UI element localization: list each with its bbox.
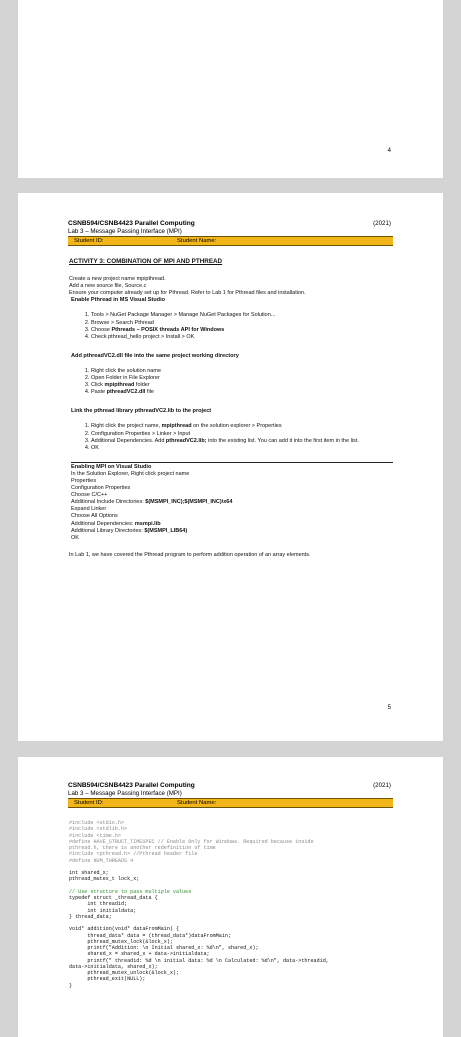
activity-title: ACTIVITY 3: COMBINATION OF MPI AND PTHREAD — [69, 258, 223, 265]
code-line: #include <time.h> — [69, 832, 121, 839]
mpi-line: Expand Linker — [71, 506, 107, 513]
step-item: 3. Click mpipthread folder — [91, 382, 393, 389]
code-line: } thread_data; — [69, 913, 112, 920]
step-item: 2. Configuration Properties > Linker > Input — [91, 431, 393, 438]
mpi-line: OK — [71, 534, 79, 541]
mpi-line: Additional Include Directories: $(MSMPI_INC);$(MSMPI_INC)\x64 — [71, 499, 233, 506]
code-line: #include <pthread.h> //Pthread header file — [69, 851, 198, 858]
step-item: 2. Open Folder in File Explorer — [91, 375, 393, 382]
page-number: 5 — [387, 705, 391, 711]
code-line: data->initialdata, shared_x); — [69, 963, 158, 970]
student-name-label: Student Name: — [177, 800, 217, 806]
year-label: (2021) — [373, 782, 391, 789]
code-line: pthread_mutex_t lock_x; — [69, 876, 140, 883]
year-label: (2021) — [373, 220, 391, 227]
link-library-steps — [71, 423, 393, 451]
document-page-5 — [18, 193, 443, 741]
intro-line: Add a new source file, Source.c — [69, 283, 147, 290]
mpi-line: Properties — [71, 477, 97, 484]
code-line: shared_x = shared_x + data->initialdata; — [69, 951, 210, 958]
code-line: typedef struct _thread_data { — [69, 895, 158, 901]
code-line: printf("Addition: \n Initial shared_x: %d\n", shared_x); — [69, 945, 259, 951]
section-title-enable-mpi: Enabling MPI on Visual Studio — [71, 463, 152, 470]
document-page-4 — [18, 0, 443, 178]
code-line: #define NUM_THREADS 4 — [69, 857, 134, 864]
lab-title: Lab 3 – Message Passing Interface (MPI) — [68, 228, 182, 235]
code-line: void* addition(void* dataFromMain) { — [69, 926, 180, 933]
step-item: 3. Additional Dependencies. Add pthreadVC2.lib; into the existing list. You can add it into the first item in the list. — [91, 438, 393, 445]
code-line: pthread_exit(NULL); — [69, 976, 146, 983]
document-page-6 — [18, 757, 443, 1037]
intro-line: Create a new project name mpipthread. — [69, 276, 166, 283]
code-line: int shared_x; — [69, 870, 109, 876]
student-id-label: Student ID: — [74, 800, 104, 806]
course-title: CSNB594/CSNB4423 Parallel Computing — [68, 782, 195, 789]
add-dll-steps — [71, 368, 393, 396]
step-item: 1. Right click the project name, mpipthread on the solution explorer > Properties — [91, 423, 393, 430]
code-line: #define HAVE_STRUCT_TIMESPEC // Enable Only for Windows. Required because inside — [69, 838, 314, 845]
step-item: 4. Paste pthreadVC2.dll file — [91, 389, 393, 396]
step-item: 4. OK — [91, 445, 393, 452]
code-line: int initialdata; — [69, 907, 137, 914]
enable-pthread-steps — [71, 312, 393, 340]
page-header — [68, 782, 393, 808]
mpi-line: Choose C/C++ — [71, 492, 108, 499]
step-item: 1. Tools > NuGet Package Manager > Manage NuGet Packages for Solution... — [91, 312, 393, 319]
section-title-link-library: Link the pthread library pthreadVC2.lib to the project — [71, 408, 212, 415]
step-item: 1. Right click the solution name — [91, 368, 393, 375]
code-line: printf(" threadid: %d \n initial data: %d \n Calculated: %d\n", data->threadid, — [69, 957, 329, 964]
mpi-line: Additional Library Directories: $(MSMPI_LIB64) — [71, 527, 188, 534]
page-header — [68, 220, 393, 246]
course-title: CSNB594/CSNB4423 Parallel Computing — [68, 220, 195, 227]
student-id-label: Student ID: — [74, 238, 104, 244]
code-line: pthread.h, there is another redefinition of time — [69, 845, 216, 851]
step-item: 2. Browse > Search Pthread — [91, 320, 393, 327]
code-line: thread_data* data = (thread_data*)dataFromMain; — [69, 932, 232, 939]
step-item: 3. Choose Pthreads – POSIX threads API for Windows — [91, 327, 393, 334]
page-number: 4 — [387, 148, 391, 154]
code-line: #include <stdlib.h> — [69, 826, 128, 833]
section-title-enable-pthread: Enable Pthread in MS Visual Studio — [71, 297, 166, 304]
mpi-line: Choose All Options — [71, 513, 118, 520]
code-listing — [69, 820, 393, 989]
intro-line: Ensure your computer already set up for Pthread. Refer to Lab 1 for Pthread files and installation. — [69, 290, 306, 297]
closing-paragraph: In Lab 1, we have covered the Pthread program to perform addition operation of an array elements. — [69, 551, 311, 558]
code-line: pthread_mutex_unlock(&lock_x); — [69, 970, 180, 976]
student-info-bar — [68, 798, 393, 808]
mpi-line: Configuration Properties — [71, 485, 131, 492]
page-body — [69, 258, 393, 559]
code-line: } — [69, 982, 73, 989]
code-line: #include <stdio.h> — [69, 820, 125, 826]
code-line: pthread_mutex_lock(&lock_x); — [69, 938, 173, 945]
mpi-line: In the Solution Explorer, Right click project name — [71, 470, 190, 477]
mpi-setup-box — [71, 462, 393, 542]
student-name-label: Student Name: — [177, 238, 217, 244]
code-line: int threadid; — [69, 901, 128, 908]
code-line: // Use structure to pass multiple values — [69, 888, 192, 895]
section-title-add-dll: Add pthreadVC2.dll file into the same project working directory — [71, 352, 239, 359]
step-item: 4. Check pthread_hello project > Install > OK — [91, 334, 393, 341]
student-info-bar — [68, 236, 393, 246]
mpi-line: Additional Dependencies: msmpi.lib — [71, 520, 161, 527]
lab-title: Lab 3 – Message Passing Interface (MPI) — [68, 790, 182, 797]
